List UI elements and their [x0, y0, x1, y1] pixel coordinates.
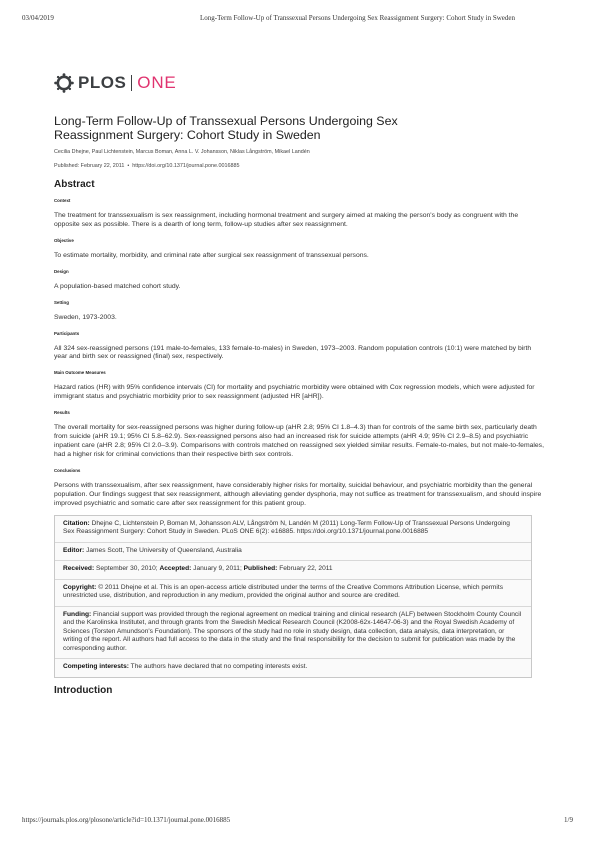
- section-label: Setting: [54, 299, 69, 305]
- plos-logo-icon: [54, 73, 74, 93]
- abstract-section-results: [54, 410, 544, 460]
- copyright-row: [55, 580, 531, 607]
- publication-line: [54, 163, 544, 169]
- abstract-heading: Abstract: [54, 179, 95, 190]
- doi-link[interactable]: https://doi.org/10.1371/journal.pone.0016885: [132, 163, 240, 169]
- received-text: September 30, 2010;: [96, 565, 158, 572]
- abstract-section-context: [54, 198, 544, 230]
- section-label: Results: [54, 410, 70, 416]
- plos-one-logo[interactable]: [54, 72, 177, 94]
- section-label: Context: [54, 198, 71, 203]
- competing-text: The authors have declared that no competing interests exist.: [130, 663, 308, 670]
- article-info-box: [54, 515, 532, 678]
- competing-interests-row: [55, 659, 531, 677]
- section-label: Participants: [54, 330, 80, 336]
- section-text: The treatment for transsexualism is sex reassignment, including hormonal treatment and surgery aimed at making the person's body as congruent with the opposite sex as possible. There is a dearth of long term, follow-up studies after sex reassignment.: [54, 212, 519, 228]
- section-label: Design: [54, 268, 69, 274]
- accepted-text: January 9, 2011;: [193, 565, 242, 572]
- published-text: February 22, 2011: [279, 565, 333, 572]
- article-content: [54, 114, 544, 696]
- abstract-section-conclusions: [54, 468, 544, 509]
- article-title: Long-Term Follow-Up of Transsexual Persons Undergoing Sex Reassignment Surgery: Cohort Study in Sweden: [54, 114, 398, 142]
- editor-label: Editor:: [63, 546, 85, 554]
- print-footer: [22, 816, 573, 826]
- section-text: To estimate mortality, morbidity, and criminal rate after surgical sex reassignment of transsexual persons.: [54, 251, 369, 259]
- published-label: Published:: [243, 565, 278, 572]
- print-date: 03/04/2019: [22, 14, 54, 22]
- introduction-heading: Introduction: [54, 684, 113, 696]
- section-label: Conclusions: [54, 467, 81, 473]
- section-text: The overall mortality for sex-reassigned persons was higher during follow-up (aHR 2.8; 95% CI 1.8–4.3) than for controls of the same birth sex, particularly death from suicide (aHR 19.1; 95% CI 5.8–62.9). Sex-reassigned persons also had an increased risk for suicide attempts (aHR 4.9; 95% CI 2.9–8.5) and psychiatric inpatient care (aHR 2.8; 95% CI 2.0–3.9). Comparisons with controls matched on reassigned sex yielded similar results. Female-to-males, but not male-to-females, had a higher risk for criminal convictions than their respective birth sex controls.: [54, 424, 544, 458]
- editor-text: James Scott, The University of Queensland, Australia: [86, 546, 242, 554]
- section-text: Persons with transsexualism, after sex reassignment, have considerably higher risks for mortality, suicidal behaviour, and psychiatric morbidity than the general population. Our findings suggest that sex reassignment, although alleviating gender dysphoria, may not suffice as treatment for transsexualism, and should inspire improved psychiatric and somatic care after sex reassignment for this patient group.: [54, 481, 542, 507]
- abstract-section-objective: [54, 238, 544, 261]
- copyright-text: © 2011 Dhejne et al. This is an open-access article distributed under the terms of the Creative Commons Attribution License, which permits unrestricted use, distribution, and reproduction in any medium, provided the original author and source are credited.: [63, 583, 504, 599]
- section-text: All 324 sex-reassigned persons (191 male-to-females, 133 female-to-males) in Sweden, 1973–2003. Random population controls (10:1) were matched by birth year and birth sex or reassigned (final) sex, respectively.: [54, 344, 532, 361]
- author-list[interactable]: Cecilia Dhejne, Paul Lichtenstein, Marcus Boman, Anna L. V. Johansson, Niklas Långström, Mikael Landén: [54, 149, 310, 155]
- section-label: Main Outcome Measures: [54, 370, 106, 376]
- section-text: Sweden, 1973-2003.: [54, 313, 117, 321]
- published-date: Published: February 22, 2011: [54, 163, 125, 169]
- page-number: 1/9: [564, 816, 573, 824]
- abstract-section-design: [54, 269, 544, 292]
- print-doc-title: Long-Term Follow-Up of Transsexual Persons Undergoing Sex Reassignment Surgery: Cohort Study in Sweden: [199, 14, 515, 22]
- funding-label: Funding:: [63, 610, 92, 618]
- accepted-label: Accepted:: [159, 565, 192, 572]
- print-header: [22, 14, 573, 24]
- section-text: Hazard ratios (HR) with 95% confidence intervals (CI) for mortality and psychiatric morbidity were obtained with Cox regression models, which were adjusted for immigrant status and psychiatric morbidity prior to sex reassignment (adjusted HR [aHR]).: [54, 384, 535, 401]
- logo-brand: PLOS: [78, 73, 127, 92]
- received-label: Received:: [63, 565, 95, 572]
- logo-journal: ONE: [137, 73, 177, 92]
- abstract-section-setting: [54, 300, 544, 323]
- copyright-label: Copyright:: [63, 583, 97, 591]
- bullet-separator: •: [125, 163, 133, 169]
- citation-row: [55, 516, 531, 543]
- competing-label: Competing interests:: [63, 663, 129, 670]
- citation-text: Dhejne C, Lichtenstein P, Boman M, Johansson ALV, Långström N, Landén M (2011) Long-Term Follow-Up of Transsexual Persons Undergoing Sex Reassignment Surgery: Cohort Study in Sweden. PLoS ONE 6(2): e16885. https://doi.org/10.1371/journal.pone.0016885: [63, 519, 510, 535]
- abstract-section-outcome-measures: [54, 370, 544, 402]
- logo-divider: [131, 75, 132, 91]
- funding-text: Financial support was provided through the regional agreement on medical training and clinical research (ALF) between Stockholm County Council and the Karolinska Institutet, and through grants from the Swedish Medical Research Council (K2008-62x-14647-06-3) and the Royal Swedish Academy of Sciences (Torsten Amundson's Foundation). The sponsors of the study had no role in study design, data collection, data analysis, data interpretation, or writing of the report. All authors had full access to the data in the study and the final responsibility for the decision to submit for publication was made by the corresponding author.: [63, 610, 522, 652]
- funding-row: [55, 607, 531, 660]
- section-text: A population-based matched cohort study.: [54, 282, 181, 290]
- section-label: Objective: [54, 237, 74, 243]
- citation-label: Citation:: [63, 519, 90, 527]
- dates-row: [55, 561, 531, 580]
- print-url: https://journals.plos.org/plosone/article?id=10.1371/journal.pone.0016885: [22, 816, 231, 824]
- editor-row: [55, 543, 531, 562]
- abstract-section-participants: [54, 331, 544, 363]
